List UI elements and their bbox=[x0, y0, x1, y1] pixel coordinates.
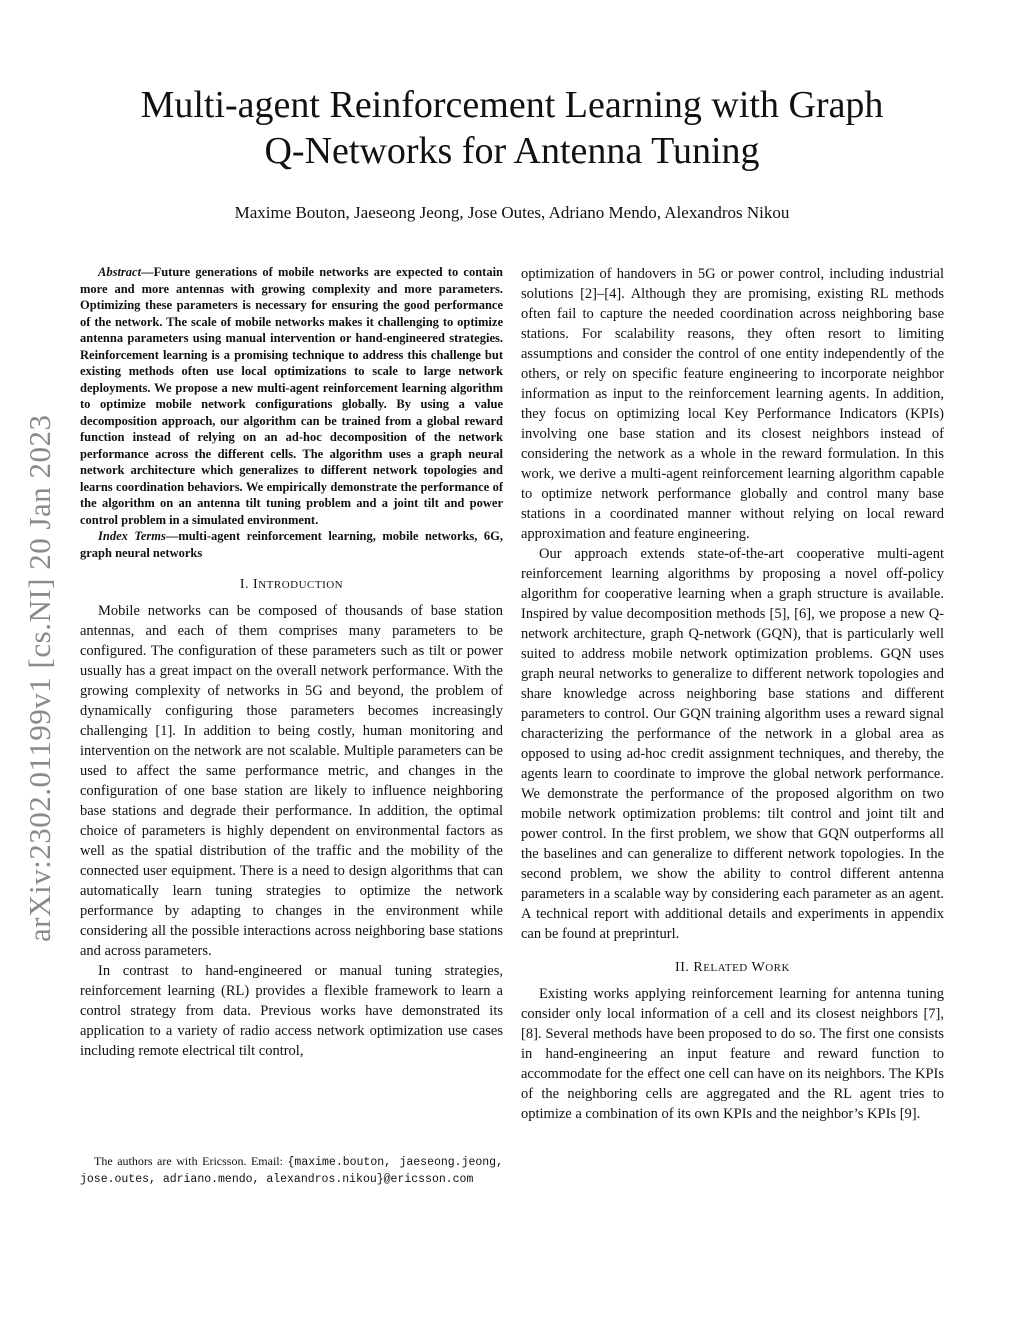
right-column bbox=[521, 264, 944, 1124]
intro-paragraph-3: Our approach extends state-of-the-art cooperative multi-agent reinforcement learning algorithms by proposing a novel off-policy algorithm for cooperative learning when a graph structure is available. Inspired by value decomposition methods [5], [6], we propose a new Q-network architecture, graph Q-network (GQN), that is particularly well suited to address mobile network optimization problems. GQN uses graph neural networks to generalize to different network topologies and share knowledge across neighboring base stations and different parameters to control. Our GQN training algorithm uses a reward signal characterizing the performance of the network in a global area as opposed to using ad-hoc credit assignment techniques, and thereby, the agents learn to coordinate to improve the global network performance. We demonstrate the performance of the proposed algorithm on two mobile network optimization problems: tilt control and joint tilt and power control. In the first problem, we show that GQN outperforms all the baselines and can generalize to different network topologies. In the second problem, we show the ability to control different antenna parameters in a scalable way by considering each parameter as an agent. A technical report with additional details and experiments in appendix can be found at preprinturl. bbox=[521, 546, 944, 942]
footnote bbox=[80, 1154, 503, 1187]
footnote-text: The authors are with Ericsson. Email: bbox=[94, 1154, 288, 1168]
index-terms bbox=[80, 528, 503, 561]
intro-paragraph-2-continued: optimization of handovers in 5G or power control, including industrial solutions [2]–[4]. Although they are promising, existing RL methods often fail to capture the needed coordination across neighboring base stations. For scalability reasons, they often resort to limiting assumptions and consider the control of one entity independently of the others, or rely on specific feature engineering to incorporate neighbor information as input to the reinforcement learning agents. In addition, they focus on optimizing local Key Performance Indicators (KPIs) involving one base station and its closest neighbors instead of considering the network as a whole in the reward formulation. In this work, we derive a multi-agent reinforcement learning algorithm capable to optimize network performance globally and control many base stations in a coordinated manner without relying on local reward approximation and feature engineering. bbox=[521, 266, 944, 542]
index-terms-label: Index Terms bbox=[98, 529, 166, 543]
intro-paragraph-2: In contrast to hand-engineered or manual tuning strategies, reinforcement learning (RL) provides a flexible framework to learn a control strategy from data. Previous works have demonstrated its application to a variety of radio access network optimization use cases including remote electrical tilt control, bbox=[80, 963, 503, 1059]
paper-title bbox=[80, 82, 944, 174]
title-line-1: Multi-agent Reinforcement Learning with Graph bbox=[140, 84, 884, 126]
section-heading-introduction: I. INTRODUCTION bbox=[239, 577, 344, 592]
footnote-emails: {maxime.bouton, jaeseong.jeong, jose.outes, adriano.mendo, alexandros.nikou}@ericsson.com bbox=[80, 1156, 503, 1186]
abstract bbox=[80, 264, 503, 528]
left-column bbox=[80, 264, 503, 1061]
arxiv-identifier: arXiv:2302.01199v1 [cs.NI] 20 Jan 2023 bbox=[22, 414, 57, 942]
section-heading-related-work: II. RELATED WORK bbox=[675, 960, 790, 975]
intro-paragraph-1: Mobile networks can be composed of thousands of base station antennas, and each of them comprises many parameters to be configured. The configuration of these parameters such as tilt or power usually has a great impact on the overall network performance. With the growing complexity of networks in 5G and beyond, the problem of dynamically configuring those parameters becomes increasingly challenging [1]. In addition to being costly, human monitoring and intervention on the network are not scalable. Multiple parameters can be used to affect the same performance metric, and changes in the configuration of one base station are likely to influence neighboring base stations and degrade their performance. In addition, the optimal choice of parameters is highly dependent on environmental factors as well as the spatial distribution of the traffic and the mobility of the connected user equipment. There is a need to design algorithms that can automatically learn tuning strategies to optimize the network performance by adapting to changes in the environment while considering all the possible interactions across neighboring base stations and across parameters. bbox=[80, 603, 503, 959]
index-terms-text: —multi-agent reinforcement learning, mobile networks, 6G, graph neural networks bbox=[80, 529, 503, 560]
abstract-text: —Future generations of mobile networks are expected to contain more and more antennas with growing complexity and more parameters. Optimizing these parameters is necessary for ensuring the good performance of the network. The scale of mobile networks makes it challenging to optimize antenna parameters using manual intervention or hand-engineered strategies. Reinforcement learning is a promising technique to address this challenge but existing methods often use local optimizations to scale to large network deployments. We propose a new multi-agent reinforcement learning algorithm to optimize mobile network configurations globally. By using a value decomposition approach, our algorithm can be trained from a global reward function instead of relying on an ad-hoc decomposition of the network performance across the different cells. The algorithm uses a graph neural network architecture which generalizes to different network topologies and learns coordination behaviors. We empirically demonstrate the performance of the algorithm on an antenna tilt tuning problem and a joint tilt and power control problem in a simulated environment. bbox=[80, 265, 503, 527]
related-work-paragraph-1: Existing works applying reinforcement learning for antenna tuning consider only local information of a cell and its closest neighbors [7], [8]. Several methods have been proposed to do so. The first one consists in hand-engineering an input feature and reward function to accommodate for the effect one cell can have on its neighbors. The KPIs of the neighboring cells are aggregated and the RL agent tries to optimize a combination of its own KPIs and the neighbor’s KPIs [9]. bbox=[521, 986, 944, 1122]
author-list: Maxime Bouton, Jaeseong Jeong, Jose Outes, Adriano Mendo, Alexandros Nikou bbox=[234, 203, 790, 222]
abstract-label: Abstract bbox=[98, 265, 142, 279]
title-line-2: Q-Networks for Antenna Tuning bbox=[264, 130, 760, 172]
